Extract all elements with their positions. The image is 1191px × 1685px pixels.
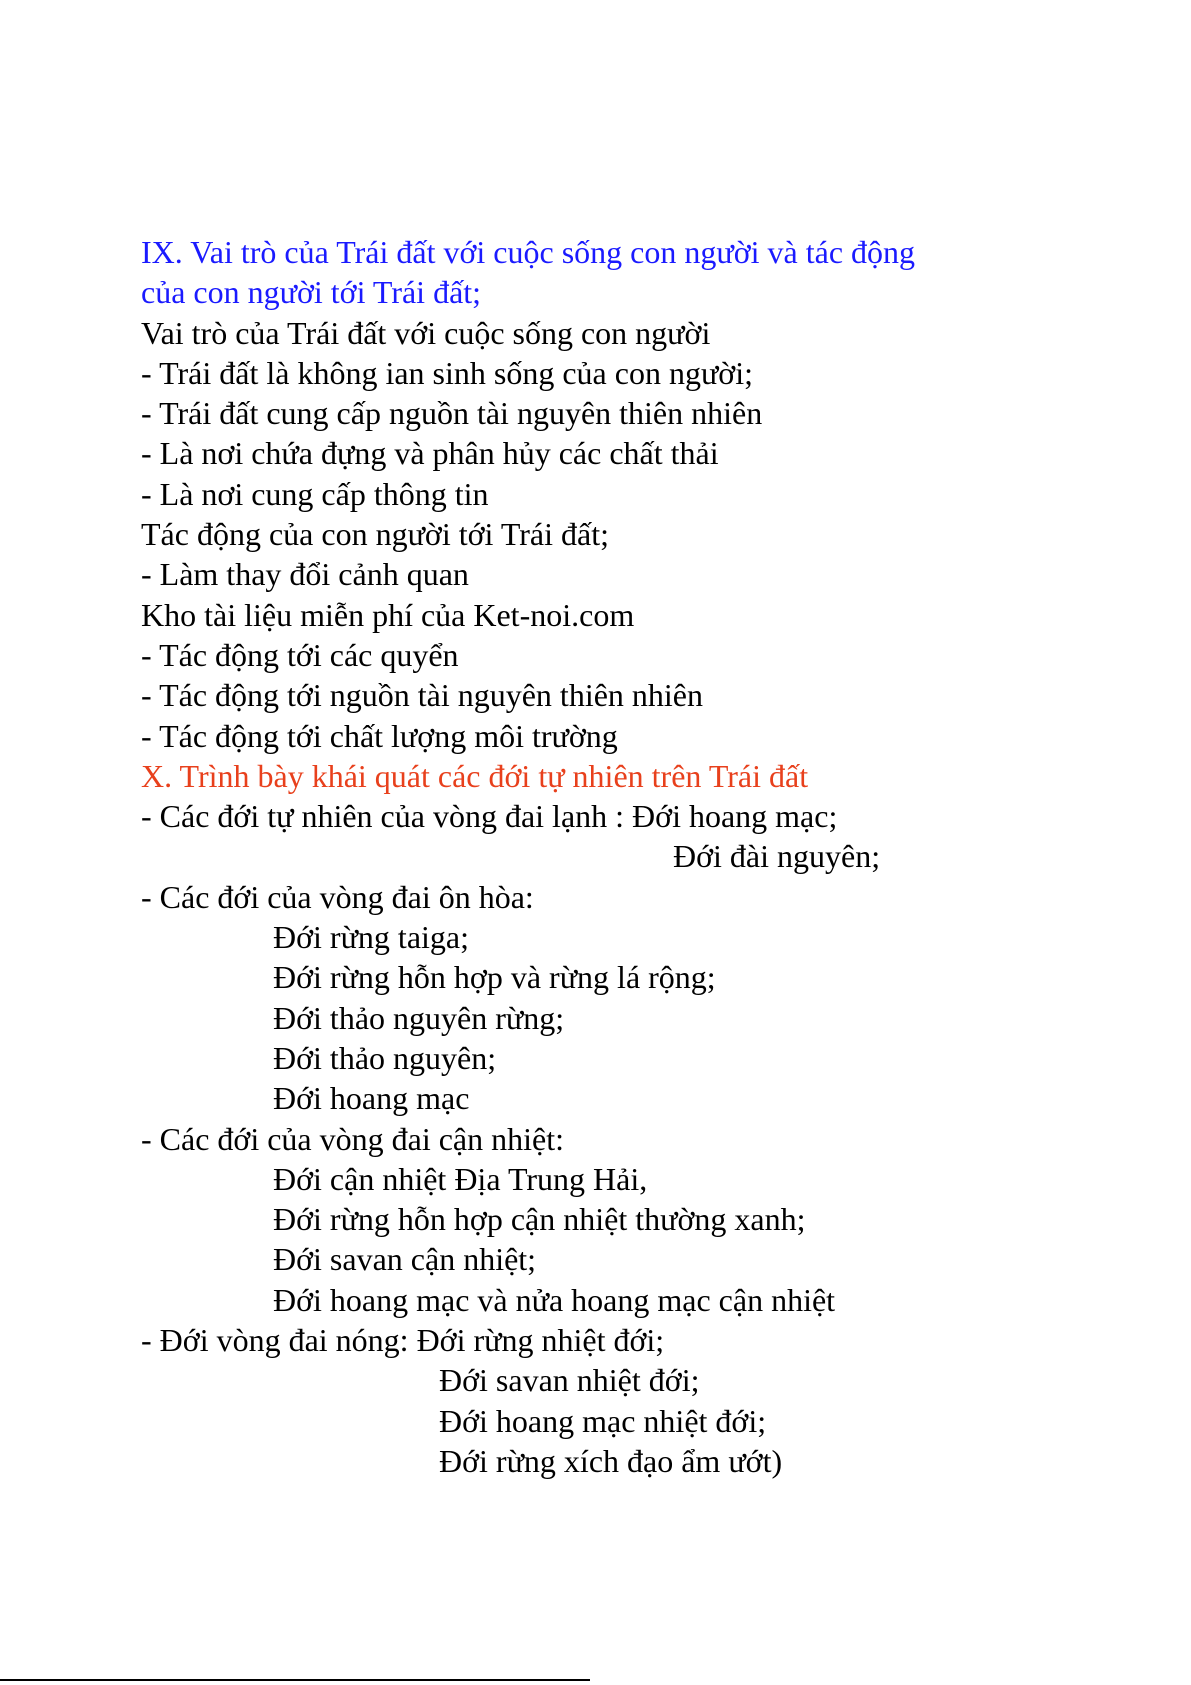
temperate-zone-item: Đới rừng taiga;	[273, 919, 469, 956]
temperate-zone-item: Đới thảo nguyên rừng;	[273, 999, 565, 1036]
impact-item: - Tác động tới nguồn tài nguyên thiên nhiên	[141, 677, 703, 714]
footer-rule	[0, 1679, 590, 1681]
temperate-zone-item: Đới rừng hỗn hợp và rừng lá rộng;	[273, 959, 716, 996]
temperate-zone-item: Đới hoang mạc	[273, 1080, 470, 1117]
section-ix-heading-line2: của con người tới Trái đất;	[141, 274, 482, 311]
role-item: - Là nơi chứa đựng và phân hủy các chất thải	[141, 435, 719, 472]
hot-zone-item: Đới savan nhiệt đới;	[439, 1362, 700, 1399]
impact-title: Tác động của con người tới Trái đất;	[141, 516, 609, 553]
hot-zone-item: Đới rừng xích đạo ẩm ướt)	[439, 1442, 783, 1479]
hot-zone-item: Đới hoang mạc nhiệt đới;	[439, 1402, 767, 1439]
subtropical-zone-item: Đới cận nhiệt Địa Trung Hải,	[273, 1160, 648, 1197]
subtropical-belt-lead: - Các đới của vòng đai cận nhiệt:	[141, 1120, 564, 1157]
impact-item: - Làm thay đổi cảnh quan	[141, 556, 469, 593]
impact-item: - Tác động tới các quyển	[141, 636, 459, 673]
role-item: - Trái đất là không ian sinh sống của con người;	[141, 354, 753, 391]
subtropical-zone-item: Đới rừng hỗn hợp cận nhiệt thường xanh;	[273, 1201, 806, 1238]
watermark-line: Kho tài liệu miễn phí của Ket-noi.com	[141, 596, 635, 633]
role-item: - Là nơi cung cấp thông tin	[141, 475, 489, 512]
role-title: Vai trò của Trái đất với cuộc sống con người	[141, 314, 711, 351]
cold-belt-continuation: Đới đài nguyên;	[673, 838, 881, 875]
subtropical-zone-item: Đới savan cận nhiệt;	[273, 1241, 537, 1278]
hot-belt-lead: - Đới vòng đai nóng: Đới rừng nhiệt đới;	[141, 1322, 665, 1359]
subtropical-zone-item: Đới hoang mạc và nửa hoang mạc cận nhiệt	[273, 1281, 836, 1318]
section-x-heading: X. Trình bày khái quát các đới tự nhiên trên Trái đất	[141, 757, 809, 794]
section-ix-heading-line1: IX. Vai trò của Trái đất với cuộc sống con người và tác động	[141, 234, 916, 270]
cold-belt-lead: - Các đới tự nhiên của vòng đai lạnh : Đới hoang mạc;	[141, 798, 838, 835]
role-item: - Trái đất cung cấp nguồn tài nguyên thiên nhiên	[141, 395, 763, 432]
document-body	[141, 232, 1041, 1481]
temperate-zone-item: Đới thảo nguyên;	[273, 1039, 497, 1076]
temperate-belt-lead: - Các đới của vòng đai ôn hòa:	[141, 878, 534, 915]
impact-item: - Tác động tới chất lượng môi trường	[141, 717, 618, 754]
